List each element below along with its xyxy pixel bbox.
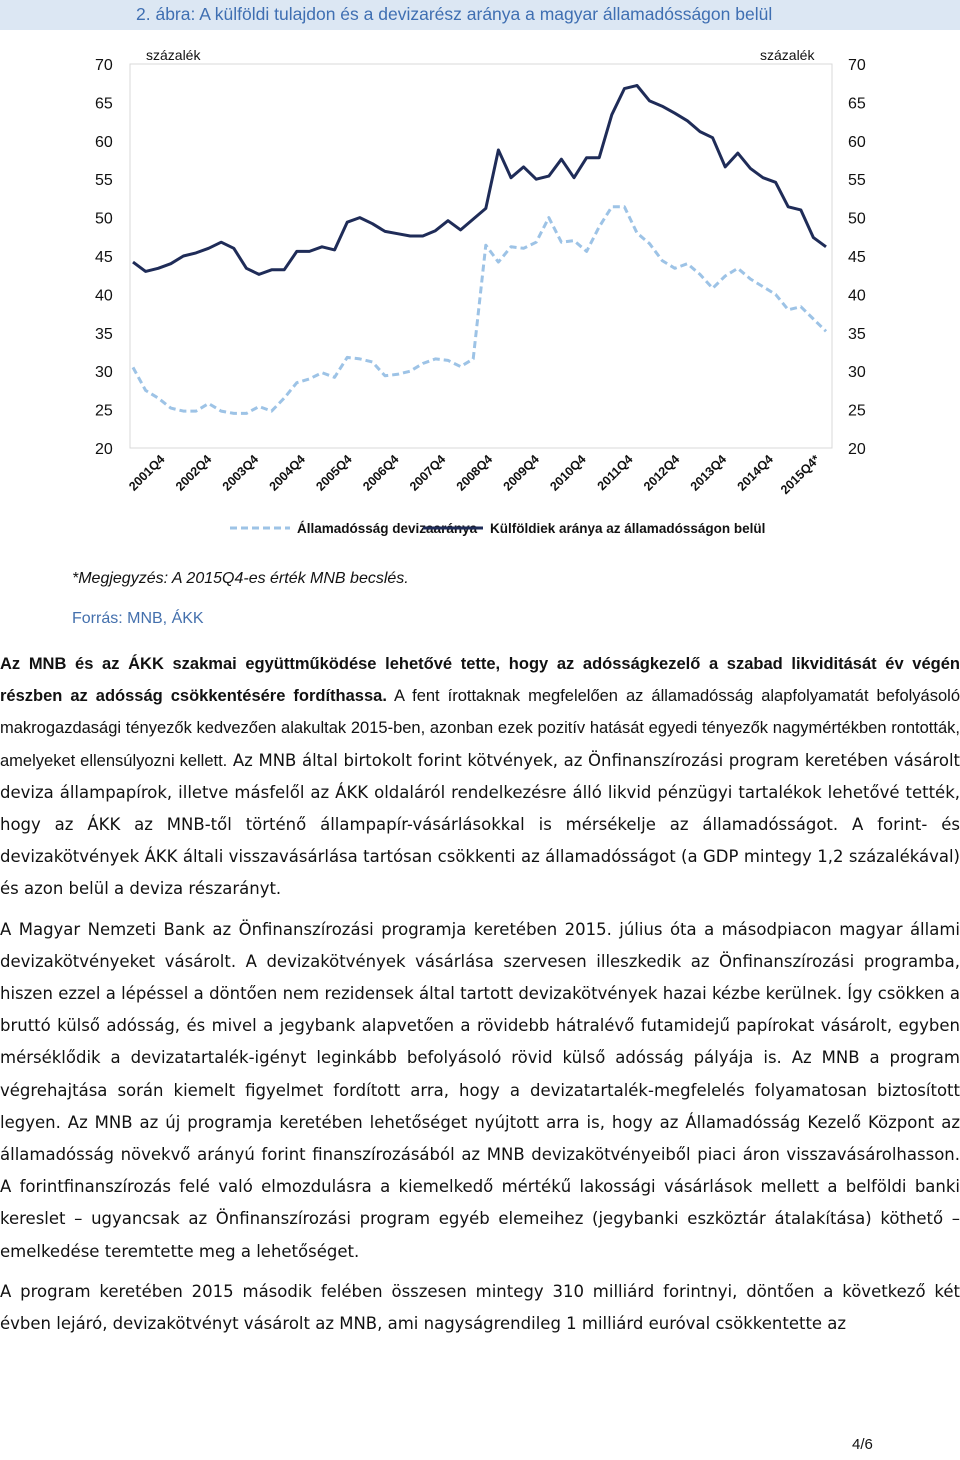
x-axis bbox=[126, 452, 823, 497]
y-tick-left: 55 bbox=[95, 172, 113, 190]
y-tick-right: 50 bbox=[848, 210, 866, 228]
y-tick-left: 60 bbox=[95, 133, 113, 151]
x-tick-label: 2008Q4 bbox=[453, 452, 496, 494]
y-tick-right: 30 bbox=[848, 364, 866, 382]
legend bbox=[230, 521, 765, 536]
y-tick-left: 70 bbox=[95, 57, 113, 74]
series-group bbox=[133, 86, 826, 414]
y-tick-right: 40 bbox=[848, 287, 866, 305]
y-tick-left: 65 bbox=[95, 95, 113, 113]
chart-note: *Megjegyzés: A 2015Q4-es érték MNB becslés. bbox=[72, 570, 409, 587]
page-number: 4/6 bbox=[852, 1436, 873, 1453]
x-tick-label: 2011Q4 bbox=[594, 452, 636, 494]
y-tick-right: 65 bbox=[848, 95, 866, 113]
x-tick-label: 2010Q4 bbox=[547, 452, 589, 494]
y-tick-left: 35 bbox=[95, 325, 113, 343]
y-tick-left: 25 bbox=[95, 402, 113, 420]
x-tick-label: 2001Q4 bbox=[126, 452, 168, 494]
paragraph-1-lead: Az MNB és az ÁKK szakmai együttműködése lehetővé tette, hogy az adósságkezelő a szabad likviditását év végén részben az adósság csökkentésére fordíthassa. bbox=[0, 655, 960, 706]
y-axis-right bbox=[848, 57, 866, 458]
y-tick-left: 40 bbox=[95, 287, 113, 305]
plot-area bbox=[130, 64, 832, 448]
legend-label-kulfoldiek: Külföldiek aránya az államadósságon belül bbox=[490, 521, 766, 536]
y-tick-right: 25 bbox=[848, 402, 866, 420]
series-line-kulfoldiek bbox=[133, 86, 826, 275]
x-tick-label: 2003Q4 bbox=[219, 452, 262, 494]
legend-label-devizaarany: Államadósság devizaaránya bbox=[297, 521, 478, 536]
plot-border bbox=[130, 64, 832, 448]
y-tick-right: 35 bbox=[848, 325, 866, 343]
y-tick-left: 30 bbox=[95, 364, 113, 382]
x-tick-label: 2013Q4 bbox=[687, 452, 730, 494]
x-tick-label: 2012Q4 bbox=[640, 452, 683, 494]
line-chart bbox=[0, 30, 960, 550]
paragraph-1-rest: Az MNB által birtokolt forint kötvények, az Önfinanszírozási program keretében vásárolt deviza állampapírok, illetve másfelől az ÁKK oldaláról rendelkezésre álló likvid pénzügyi tartalékok lehetővé tették, hogy az ÁKK az MNB-től történő állampapír-vásárlásokkal is mérsékelje az államadósságot. A forint- és devizakötvények ÁKK általi visszavásárlása tartósan csökkenti az államadósságot (a GDP mintegy 1,2 százalékával) és azon belül a deviza részarányt. bbox=[0, 750, 960, 899]
x-tick-label: 2005Q4 bbox=[313, 452, 355, 494]
x-tick-label: 2006Q4 bbox=[360, 452, 402, 494]
y-axis-left-unit: százalék bbox=[146, 47, 201, 63]
paragraph-2: A Magyar Nemzeti Bank az Önfinanszírozási programja keretében 2015. július óta a másodpiacon magyar állami devizakötvényeket vásárolt. A devizakötvények vásárlása szervesen illeszkedik az Önfinanszírozási programba, hiszen ezzel a lépéssel a döntően nem rezidensek által tartott devizakötvények hazai kézbe kerülnek. Így csökken a bruttó külső adósság, és mivel a jegybank alapvetően a rövidebb hátralévő futamidejű papírokat vásárolt, egyben mérséklődik a devizatartalék-igényt leginkább befolyásoló rövid külső adósság pályája is. Az MNB a program végrehajtása során kiemelt figyelmet fordított arra, hogy a devizatartalék-megfelelés folyamatosan biztosított legyen. Az MNB az új programja keretében lehetőséget nyújtott arra is, hogy az Államadósság Kezelő Központ az államadósság növekvő arányú forint finanszírozásából az MNB devizakötvényeiből piaci áron visszavásárolhasson. A forintfinanszírozás felé való elmozdulásra a kiemelkedő mértékű lakossági vásárlások mellett a belföldi banki kereslet – ugyancsak az Önfinanszírozási program egyéb elemeihez (jegybanki eszköztár átalakítása) köthető – emelkedése teremtette meg a lehetőséget. bbox=[0, 919, 960, 1261]
x-tick-label: 2015Q4* bbox=[777, 452, 823, 498]
body-text bbox=[0, 648, 960, 1348]
y-tick-right: 70 bbox=[848, 57, 866, 74]
y-axis-right-unit: százalék bbox=[760, 47, 815, 63]
chart-source: Forrás: MNB, ÁKK bbox=[72, 610, 204, 627]
y-tick-right: 60 bbox=[848, 133, 866, 151]
y-tick-right: 45 bbox=[848, 249, 866, 266]
y-tick-left: 20 bbox=[95, 441, 113, 458]
paragraph-3: A program keretében 2015 második felében összesen mintegy 310 milliárd forintnyi, döntően a következő két évben lejáró, devizakötvényt vásárolt az MNB, ami nagyságrendileg 1 milliárd euróval csökkentette az bbox=[0, 1281, 960, 1334]
x-tick-label: 2009Q4 bbox=[500, 452, 542, 494]
y-tick-left: 45 bbox=[95, 249, 113, 266]
x-tick-label: 2014Q4 bbox=[734, 452, 776, 494]
paragraph-1 bbox=[0, 648, 960, 906]
figure-title: 2. ábra: A külföldi tulajdon és a devizarész aránya a magyar államadósságon belül bbox=[0, 0, 960, 30]
series-line-devizaarany bbox=[133, 207, 826, 414]
x-tick-label: 2007Q4 bbox=[406, 452, 449, 494]
x-tick-label: 2002Q4 bbox=[172, 452, 215, 494]
y-tick-left: 50 bbox=[95, 210, 113, 228]
y-tick-right: 55 bbox=[848, 172, 866, 190]
y-tick-right: 20 bbox=[848, 441, 866, 458]
y-axis-left bbox=[95, 57, 113, 458]
paragraph-1-mid: A fent írottaknak megfelelően az államadósság alapfolyamatát befolyásoló makrogazdasági tényezők kedvezően alakultak 2015-ben, azonban ezek pozitív hatását egyedi tényezők nagymértékben rontották, amelyeket ellensúlyozni kellett. bbox=[0, 687, 960, 770]
x-tick-label: 2004Q4 bbox=[266, 452, 308, 494]
